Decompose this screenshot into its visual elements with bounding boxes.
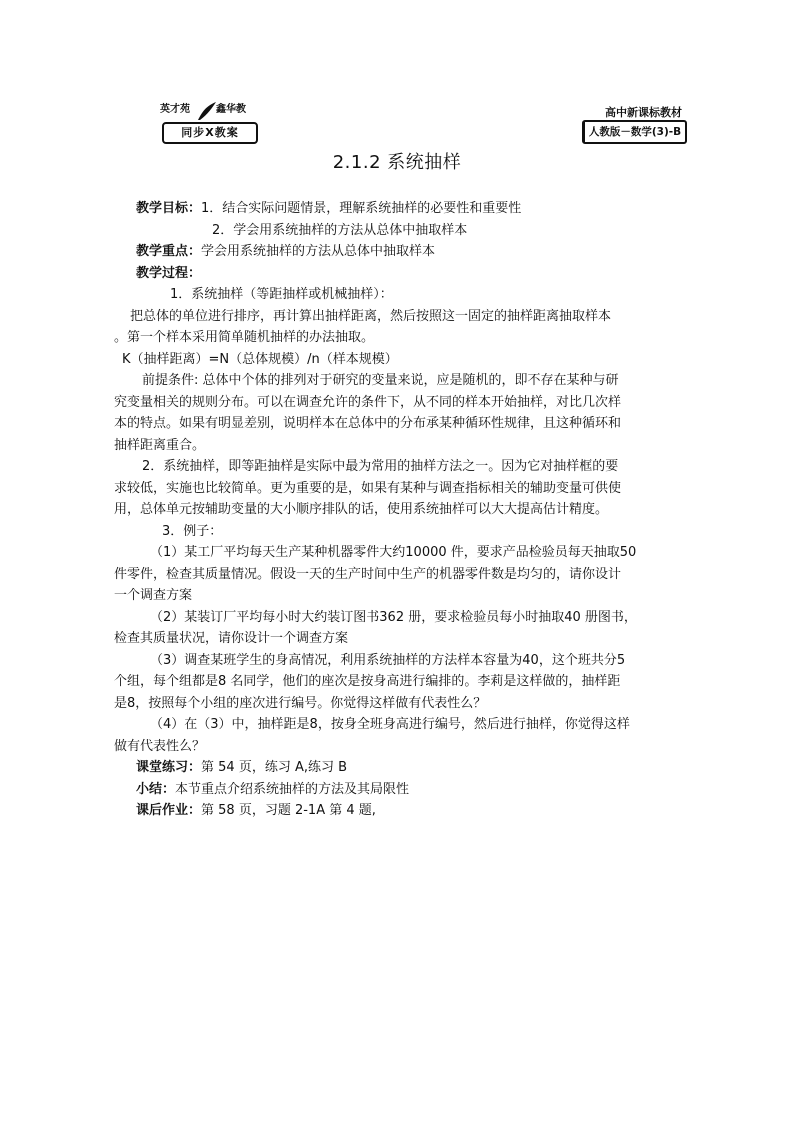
premise-line: 究变量相关的规则分布。可以在调查允许的条件下，从不同的样本开始抽样，对比几次样	[114, 394, 622, 410]
practice-label: 课堂练习：	[136, 760, 202, 775]
example4-line: （4）在（3）中，抽样距是8，按身全班身高进行编号，然后进行抽样，你觉得这样	[150, 717, 630, 732]
example1-line: 一个调查方案	[114, 588, 193, 603]
premise-line: 前提条件: 总体中个体的排列对于研究的变量来说，应是随机的，即不存在某种与研	[142, 373, 619, 388]
goals-label: 教学目标：	[136, 201, 202, 216]
summary-label: 小结：	[136, 781, 176, 797]
focus-line	[114, 241, 684, 263]
example3-line: （3）调查某班学生的身高情况，利用系统抽样的方法样本容量为40，这个班共分5	[150, 652, 626, 668]
example3-line: 个组，每个组都是8 名同学，他们的座次是按身高进行编排的。李莉是这样做的，抽样距	[114, 674, 621, 689]
homework-label: 课后作业：	[136, 803, 202, 818]
logo-left-badge: 同步X教案	[162, 122, 258, 144]
page-title: 2.1.2 系统抽样	[332, 152, 462, 173]
logo-quill-icon	[196, 100, 218, 122]
logo-right-title: 高中新课标教材	[605, 106, 682, 119]
homework-text: 第 58 页，习题 2-1A 第 4 题,	[201, 803, 376, 818]
section2-line: 求较低，实施也比较简单。更为重要的是，如果有某种与调查指标相关的辅助变量可供使	[114, 480, 622, 496]
lesson-body	[114, 198, 684, 822]
example3-line: 是8，按照每个小组的座次进行编号。你觉得这样做有代表性么？	[114, 695, 487, 711]
section2-line: 2．系统抽样，即等距抽样是实际中最为常用的抽样方法之一。因为它对抽样框的要	[142, 459, 619, 474]
homework-line	[114, 800, 684, 822]
para1-line-2: 。第一个样本采用简单随机抽样的办法抽取。	[114, 330, 375, 345]
premise-line: 本的特点。如果有明显差别，说明样本在总体中的分布承某种循环性规律，且这种循环和	[114, 416, 622, 431]
summary-text: 本节重点介绍系统抽样的方法及其局限性	[175, 781, 410, 797]
example2-line: （2）某装订厂平均每小时大约装订图书362 册，要求检验员每小时抽取40 册图书，	[150, 609, 637, 625]
premise-line: 抽样距离重合。	[114, 437, 206, 453]
goals-item-2: 2．学会用系统抽样的方法从总体中抽取样本	[212, 222, 468, 238]
logo-right-badge: 人教版－数学(3)-B	[582, 120, 687, 144]
process-label: 教学过程：	[136, 265, 202, 281]
section2-line: 用，总体单元按辅助变量的大小顺序排队的话，使用系统抽样可以大大提高估计精度。	[114, 502, 609, 517]
publisher-logo-left	[160, 100, 260, 146]
logo-left-text-1: 英才苑	[160, 104, 190, 115]
series-logo-right	[578, 104, 688, 146]
focus-text: 学会用系统抽样的方法从总体中抽取样本	[201, 244, 436, 259]
para1-line-1: 把总体的单位进行排序，再计算出抽样距离，然后按照这一固定的抽样距离抽取样本	[130, 308, 612, 324]
example2-line: 检查其质量状况，请你设计一个调查方案	[114, 631, 349, 646]
example1-line: （1）某工厂平均每天生产某种机器零件大约10000 件，要求产品检验员每天抽取50	[150, 545, 637, 560]
summary-line	[114, 779, 684, 801]
example1-line: 件零件，检查其质量情况。假设一天的生产时间中生产的机器零件数是均匀的，请你设计	[114, 566, 622, 582]
formula: K（抽样距离）=N（总体规模）/n（样本规模）	[122, 351, 398, 367]
example4-line: 做有代表性么？	[114, 738, 206, 754]
practice-text: 第 54 页，练习 A,练习 B	[201, 760, 348, 775]
section3-heading: 3．例子：	[162, 523, 223, 539]
goals-line-1	[114, 198, 684, 220]
practice-line	[114, 757, 684, 779]
logo-left-text-2: 鑫华教	[216, 104, 246, 115]
section1-heading: 1．系统抽样（等距抽样或机械抽样）：	[170, 287, 393, 302]
focus-label: 教学重点：	[136, 244, 202, 259]
goals-item-1: 1．结合实际问题情景，理解系统抽样的必要性和重要性	[201, 201, 522, 216]
